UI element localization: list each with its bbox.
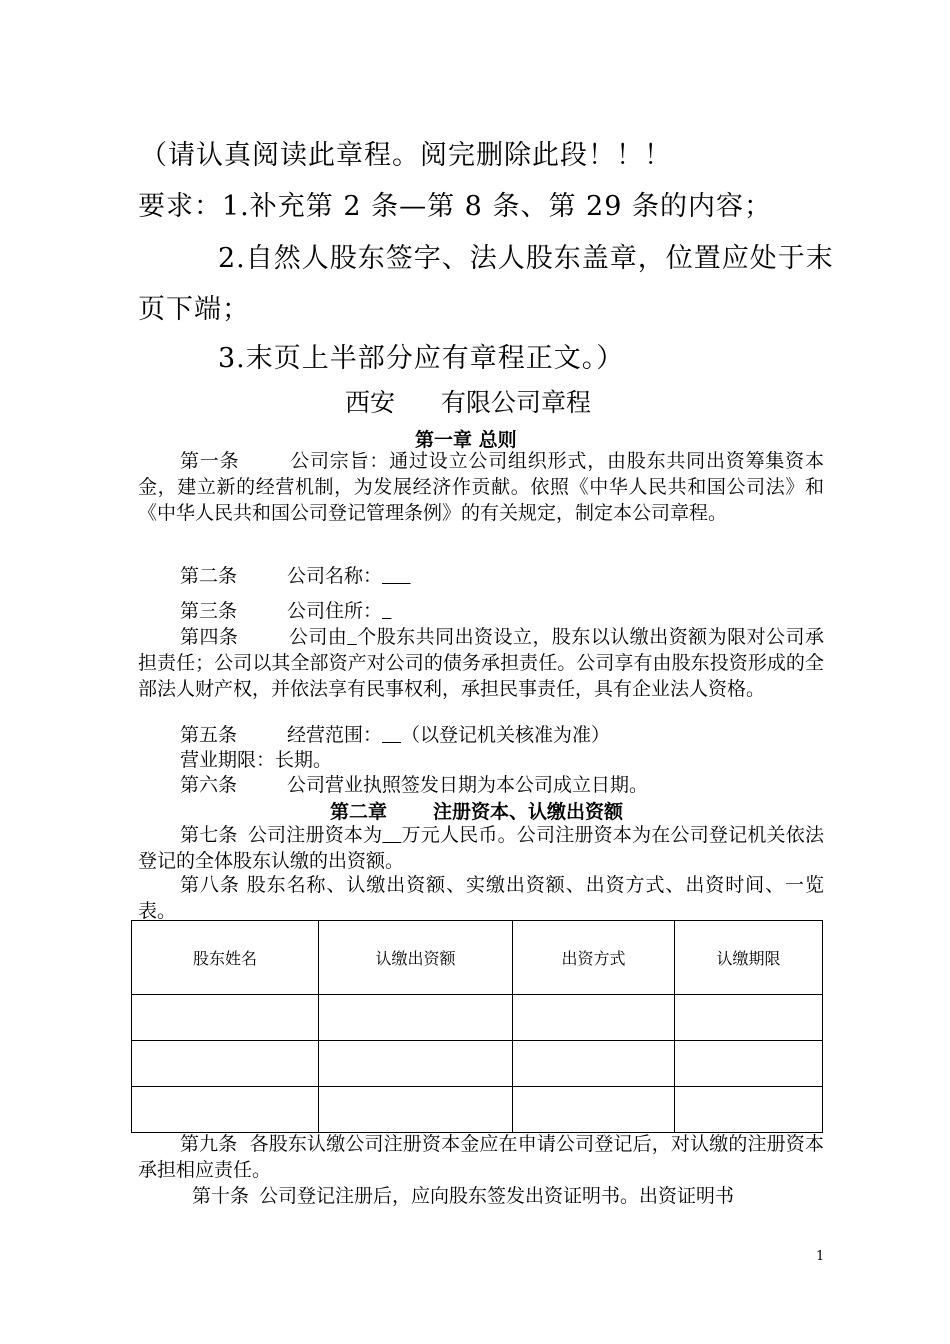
article-4-blank bbox=[347, 626, 357, 648]
article-2-text: 公司名称： bbox=[287, 565, 383, 587]
table-cell[interactable] bbox=[513, 1087, 675, 1133]
header-contribution-method: 出资方式 bbox=[513, 921, 675, 995]
notice-line-5: 3.末页上半部分应有章程正文。） bbox=[218, 343, 625, 374]
chapter-2-text: 注册资本、认缴出资额 bbox=[433, 801, 624, 823]
table-cell[interactable] bbox=[132, 1041, 319, 1087]
article-2-blank bbox=[382, 565, 411, 587]
notice-line-2: 要求：1.补充第 2 条—第 8 条、第 29 条的内容； bbox=[138, 191, 772, 222]
document-title bbox=[345, 383, 591, 419]
article-4-label: 第四条 bbox=[180, 626, 239, 648]
article-8-text: 股东名称、认缴出资额、实缴出资额、出资方式、出资时间、一览表。 bbox=[138, 874, 824, 922]
article-10 bbox=[138, 1183, 824, 1209]
article-8-label: 第八条 bbox=[180, 874, 240, 896]
article-4-text-after: 个股东共同出资设立，股东以认缴出资额为限对公司承担责任；公司以其全部资产对公司的债务承担责任。公司享有由股东投资形成的全部法人财产权，并依法享有民事权利，承担民事责任，具有企业法人资格。 bbox=[138, 626, 824, 700]
article-7-after: 万元人民币。公司注册资本为在公司登记机关依法登记的全体股东认缴的出资额。 bbox=[138, 824, 824, 872]
article-3-text: 公司住所： bbox=[287, 600, 383, 622]
article-4 bbox=[138, 624, 824, 702]
chapter-2-label: 第二章 bbox=[330, 801, 388, 823]
article-10-text: 公司登记注册后，应向股东签发出资证明书。出资证明书 bbox=[259, 1185, 735, 1207]
table-cell[interactable] bbox=[513, 995, 675, 1041]
header-shareholder-name: 股东姓名 bbox=[132, 921, 319, 995]
table-cell[interactable] bbox=[513, 1041, 675, 1087]
article-7 bbox=[138, 822, 824, 874]
article-2-label: 第二条 bbox=[180, 565, 238, 587]
table-cell[interactable] bbox=[319, 995, 513, 1041]
table-row bbox=[132, 1041, 823, 1087]
table-row bbox=[132, 995, 823, 1041]
business-term: 营业期限：长期。 bbox=[180, 749, 333, 771]
article-9-label: 第九条 bbox=[180, 1133, 238, 1155]
table-row bbox=[132, 1087, 823, 1133]
table-cell[interactable] bbox=[319, 1087, 513, 1133]
article-10-label: 第十条 bbox=[192, 1185, 250, 1207]
article-1-text: 公司宗旨：通过设立公司组织形式，由股东共同出资筹集资本金，建立新的经营机制，为发展经济作贡献。依照《中华人民共和国公司法》和《中华人民共和国公司登记管理条例》的有关规定，制定本公司章程。 bbox=[138, 450, 824, 524]
article-1 bbox=[138, 448, 824, 526]
article-5 bbox=[138, 722, 824, 748]
table-cell[interactable] bbox=[319, 1041, 513, 1087]
table-header-row bbox=[132, 921, 823, 995]
article-9 bbox=[138, 1131, 824, 1183]
shareholder-table bbox=[131, 920, 823, 1133]
article-7-before: 公司注册资本为 bbox=[247, 824, 383, 846]
article-1-label: 第一条 bbox=[180, 450, 240, 472]
notice-line-1: （请认真阅读此章程。阅完删除此段！！！ bbox=[140, 140, 672, 171]
article-5-label: 第五条 bbox=[180, 724, 238, 746]
notice-line-4: 页下端； bbox=[138, 294, 250, 325]
article-9-text: 各股东认缴公司注册资本金应在申请公司登记后，对认缴的注册资本承担相应责任。 bbox=[138, 1133, 824, 1181]
article-3 bbox=[138, 598, 824, 624]
title-suffix: 有限公司章程 bbox=[441, 388, 592, 417]
notice-line-3: 2.自然人股东签字、法人股东盖章，位置应处于末 bbox=[218, 243, 834, 274]
article-6-text: 公司营业执照签发日期为本公司成立日期。 bbox=[287, 774, 649, 796]
article-6 bbox=[138, 772, 824, 798]
chapter-2-title bbox=[330, 797, 623, 824]
title-city: 西安 bbox=[345, 388, 396, 417]
article-5-text: 经营范围： bbox=[287, 724, 383, 746]
table-cell[interactable] bbox=[675, 1087, 823, 1133]
article-5-note: （以登记机关核准为准） bbox=[401, 724, 611, 746]
article-7-label: 第七条 bbox=[180, 824, 238, 846]
table-cell[interactable] bbox=[675, 995, 823, 1041]
chapter-1-title: 第一章 总则 bbox=[415, 429, 517, 451]
table-cell[interactable] bbox=[675, 1041, 823, 1087]
article-6-label: 第六条 bbox=[180, 774, 238, 796]
article-5-blank bbox=[382, 724, 401, 746]
article-8 bbox=[138, 872, 824, 924]
table-cell[interactable] bbox=[132, 995, 319, 1041]
header-subscribed-amount: 认缴出资额 bbox=[319, 921, 513, 995]
article-7-blank bbox=[382, 824, 401, 846]
page-number: 1 bbox=[816, 1249, 825, 1264]
article-4-text-before: 公司由 bbox=[288, 626, 348, 648]
table-cell[interactable] bbox=[132, 1087, 319, 1133]
article-3-label: 第三条 bbox=[180, 600, 238, 622]
article-2 bbox=[138, 563, 824, 589]
header-subscription-term: 认缴期限 bbox=[675, 921, 823, 995]
article-3-blank bbox=[382, 600, 392, 622]
